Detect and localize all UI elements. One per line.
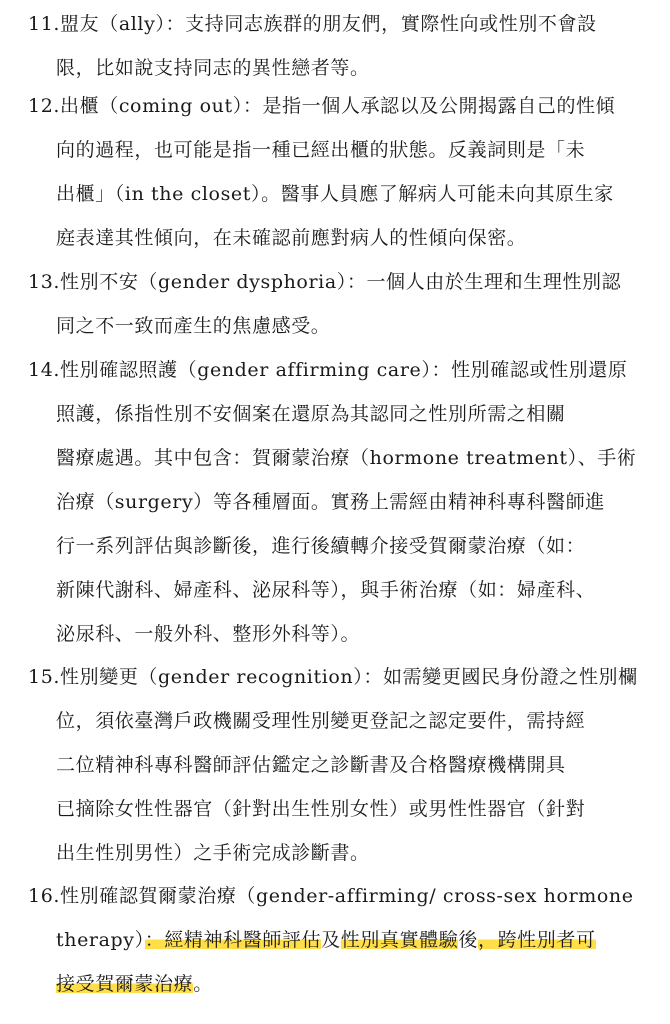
text-line: 出生性別男性）之手術完成診斷書。 bbox=[56, 842, 370, 864]
text-line: 治療（surgery）等各種層面。實務上需經由精神科專科醫師進 bbox=[56, 491, 605, 513]
highlighted-text: 性別真實體驗 bbox=[340, 929, 459, 951]
text-line: 位，須依臺灣戶政機關受理性別變更登記之認定要件，需持經 bbox=[56, 710, 586, 732]
definition-12-coming-out bbox=[28, 84, 640, 260]
text-line: 照護，係指性別不安個案在還原為其認同之性別所需之相關 bbox=[56, 403, 566, 425]
text-line: 11.盟友（ally）：支持同志族群的朋友們，實際性向或性別不會設 bbox=[28, 13, 597, 35]
text-line: 新陳代謝科、婦產科、泌尿科等），與手術治療（如：婦產科、 bbox=[56, 579, 596, 601]
highlighted-text: ：經精神科醫師評估 bbox=[144, 929, 322, 951]
text-line: 泌尿科、一般外科、整形外科等）。 bbox=[56, 623, 361, 645]
text-line: 同之不一致而產生的焦慮感受。 bbox=[56, 315, 331, 337]
text-line: 出櫃」（in the closet）。醫事人員應了解病人可能未向其原生家 bbox=[56, 183, 614, 205]
text-line: 已摘除女性性器官（針對出生性別女性）或男性性器官（針對 bbox=[56, 798, 586, 820]
text-segment: 。 bbox=[193, 973, 213, 995]
highlighted-text: 接受賀爾蒙治療 bbox=[56, 973, 194, 995]
text-segment: therapy） bbox=[56, 929, 145, 951]
text-line: 二位精神科專科醫師評估鑑定之診斷書及合格醫療機構開具 bbox=[56, 754, 566, 776]
text-line: 醫療處遇。其中包含：賀爾蒙治療（hormone treatment）、手術 bbox=[56, 447, 637, 469]
definition-16-hormone-therapy bbox=[28, 874, 640, 1006]
text-line: 庭表達其性傾向，在未確認前應對病人的性傾向保密。 bbox=[56, 227, 527, 249]
definition-14-gender-affirming-care bbox=[28, 348, 640, 656]
text-line: 12.出櫃（coming out）：是指一個人承認以及公開揭露自己的性傾 bbox=[28, 95, 616, 117]
text-line: 限，比如說支持同志的異性戀者等。 bbox=[56, 57, 370, 79]
text-line: 向的過程，也可能是指一種已經出櫃的狀態。反義詞則是「未 bbox=[56, 139, 586, 161]
text-segment: 後 bbox=[458, 929, 478, 951]
definition-11-ally bbox=[28, 2, 640, 90]
definition-13-gender-dysphoria bbox=[28, 260, 640, 348]
text-line-highlighted bbox=[28, 918, 640, 962]
text-line: 14.性別確認照護（gender affirming care）：性別確認或性別還原 bbox=[28, 359, 628, 381]
text-line: 行一系列評估與診斷後，進行後續轉介接受賀爾蒙治療（如： bbox=[56, 535, 586, 557]
text-line-highlighted bbox=[28, 962, 640, 1006]
text-line: 15.性別變更（gender recognition）：如需變更國民身份證之性別欄 bbox=[28, 666, 638, 688]
highlighted-text: ，跨性別者可 bbox=[477, 929, 596, 951]
text-segment: 及 bbox=[321, 929, 341, 951]
text-line: 16.性別確認賀爾蒙治療（gender-affirming/ cross-sex hormone bbox=[28, 885, 634, 907]
text-line: 13.性別不安（gender dysphoria）：一個人由於生理和生理性別認 bbox=[28, 271, 622, 293]
definition-15-gender-recognition bbox=[28, 655, 640, 875]
